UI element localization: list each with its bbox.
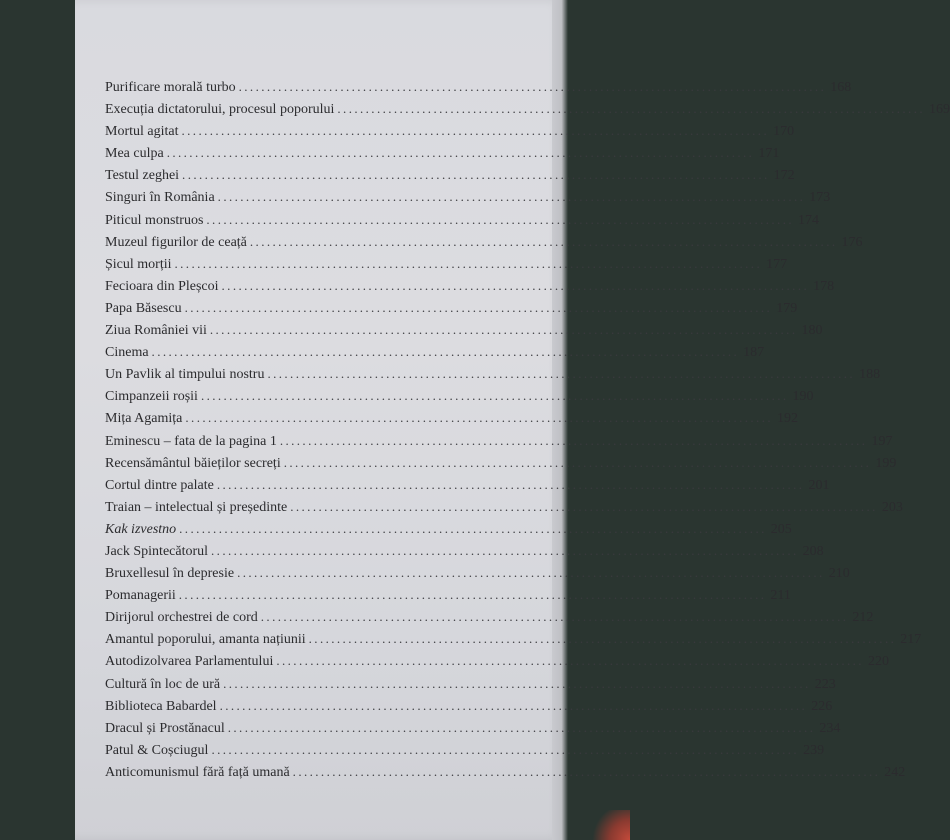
toc-entry-page: 203 [881, 499, 903, 515]
toc-entry-title: Eminescu – fata de la pagina 1 [105, 433, 277, 449]
toc-entry-page: 217 [900, 632, 922, 648]
toc-entry-page: 199 [875, 455, 897, 471]
toc-entry-title: Amantul poporului, amanta națiunii [105, 632, 306, 648]
toc-entry [105, 719, 841, 742]
toc-dot-leader: ........................................................................................................ [216, 476, 805, 492]
toc-entry-title: Bruxellesul în depresie [105, 566, 235, 582]
toc-dot-leader: ........................................................................................................ [227, 719, 816, 735]
toc-dot-leader: ........................................................................................................ [174, 255, 763, 271]
toc-entry-title: Fecioara din Pleșcoi [105, 278, 219, 294]
toc-entry-page: 239 [803, 742, 825, 758]
toc-dot-leader: ........................................................................................................ [283, 454, 872, 470]
toc-entry-page: 226 [811, 698, 833, 714]
toc-dot-leader: ........................................................................................................ [217, 189, 806, 205]
toc-dot-leader: ........................................................................................................ [260, 609, 849, 625]
toc-entry [105, 344, 765, 366]
toc-dot-leader: ........................................................................................................ [181, 123, 770, 139]
toc-dot-leader: ........................................................................................................ [211, 741, 800, 757]
toc-dot-leader: ........................................................................................................ [279, 432, 868, 448]
toc-entry-page: 180 [801, 323, 823, 339]
toc-entry [105, 476, 830, 499]
toc-entry-page: 177 [766, 256, 788, 272]
toc-entry-page: 172 [773, 168, 795, 184]
toc-dot-leader: ........................................................................................................ [151, 344, 740, 360]
toc-entry [105, 741, 825, 764]
toc-dot-leader: ........................................................................................................ [223, 675, 811, 691]
toc-dot-leader: ........................................................................................................ [337, 101, 925, 117]
toc-entry-title: Execuția dictatorului, procesul poporului [105, 102, 335, 118]
toc-entry-title: Cortul dintre palate [105, 477, 214, 493]
toc-entry-title: Testul zeghei [105, 168, 180, 184]
toc-entry-title: Biblioteca Babardel [105, 698, 217, 714]
toc-dot-leader: ........................................................................................................ [276, 653, 864, 669]
toc-entry-title: Papa Băsescu [105, 300, 182, 316]
toc-dot-leader: ........................................................................................................ [184, 299, 773, 315]
toc-entry-page: 173 [809, 190, 831, 206]
toc-entry [105, 366, 881, 388]
toc-entry-page: 211 [770, 588, 791, 604]
toc-entry-title: Cimpanzeii roșii [105, 389, 198, 405]
toc-entry [105, 454, 897, 477]
toc-entry [105, 189, 831, 211]
toc-entry-title: Cinema [105, 345, 149, 361]
toc-entry-title: Mea culpa [105, 146, 164, 162]
toc-dot-leader: ........................................................................................................ [211, 542, 799, 558]
table-of-contents [105, 79, 950, 786]
toc-entry-title: Ziua României vii [105, 323, 207, 339]
toc-entry-page: 174 [798, 212, 820, 228]
toc-entry [105, 609, 874, 631]
toc-entry [105, 520, 792, 543]
toc-entry [105, 299, 798, 322]
toc-entry-page: 179 [776, 300, 798, 316]
toc-entry-page: 188 [859, 367, 881, 383]
toc-dot-leader: ........................................................................................................ [237, 565, 825, 581]
toc-entry-page: 187 [743, 345, 765, 361]
toc-entry [105, 565, 850, 587]
toc-entry-title: Mița Agamița [105, 411, 183, 427]
toc-entry-title: Șicul morții [105, 256, 172, 272]
toc-entry [105, 145, 780, 167]
toc-entry-title: Recensământul băieților secreți [105, 455, 281, 471]
toc-entry [105, 211, 820, 234]
toc-entry-page: 212 [852, 610, 874, 626]
toc-entry-title: Un Pavlik al timpului nostru [105, 367, 265, 383]
toc-entry [105, 542, 824, 565]
toc-entry-title: Piticul monstruos [105, 212, 204, 228]
toc-entry [105, 432, 893, 455]
toc-entry-page: 197 [871, 433, 893, 449]
toc-entry-title: Jack Spintecătorul [105, 543, 209, 559]
toc-entry-page: 208 [802, 543, 824, 559]
toc-entry [105, 322, 823, 344]
toc-entry-page: 170 [773, 124, 795, 140]
toc-dot-leader: ........................................................................................................ [267, 366, 856, 382]
toc-dot-leader: ........................................................................................................ [308, 631, 897, 647]
toc-entry [105, 697, 833, 720]
toc-entry-page: 210 [828, 566, 850, 582]
toc-entry-title: Anticomunismul fără față umană [105, 764, 290, 780]
toc-entry-title: Dracul și Prostănacul [105, 720, 225, 736]
toc-entry [105, 79, 852, 101]
toc-entry [105, 498, 903, 521]
corner-object [590, 810, 630, 840]
toc-dot-leader: ........................................................................................................ [200, 388, 789, 404]
toc-dot-leader: ........................................................................................................ [166, 145, 755, 161]
toc-entry-title: Singuri în România [105, 190, 215, 206]
toc-entry-title: Muzeul figurilor de ceață [105, 234, 247, 250]
toc-dot-leader: ........................................................................................................ [179, 520, 767, 536]
toc-entry-title: Kak izvestno [105, 521, 177, 537]
toc-dot-leader: ........................................................................................................ [219, 697, 808, 713]
toc-entry-page: 171 [758, 146, 780, 162]
toc-entry-page: 190 [792, 389, 814, 405]
toc-entry [105, 410, 798, 432]
toc-entry [105, 653, 889, 675]
toc-entry [105, 763, 906, 786]
toc-entry-page: 205 [770, 521, 792, 537]
toc-entry-title: Cultură în loc de ură [105, 676, 221, 692]
toc-entry [105, 255, 788, 278]
toc-entry-title: Traian – intelectual și președinte [105, 499, 288, 515]
toc-entry-title: Mortul agitat [105, 124, 179, 140]
toc-dot-leader: ........................................................................................................ [292, 763, 881, 779]
toc-entry [105, 123, 795, 145]
toc-entry-page: 178 [813, 278, 835, 294]
toc-dot-leader: ........................................................................................................ [206, 211, 795, 227]
toc-entry-page: 220 [867, 654, 889, 670]
toc-entry-title: Purificare morală turbo [105, 80, 236, 95]
toc-entry [105, 101, 950, 123]
toc-entry [105, 587, 791, 609]
toc-entry-page: 176 [841, 234, 863, 250]
toc-dot-leader: ........................................................................................................ [290, 498, 878, 514]
toc-dot-leader: ........................................................................................................ [238, 79, 827, 94]
toc-entry-page: 223 [814, 676, 836, 692]
toc-entry [105, 277, 835, 300]
toc-entry [105, 233, 863, 256]
toc-entry-page: 201 [808, 477, 830, 493]
toc-dot-leader: ........................................................................................................ [209, 322, 798, 338]
toc-entry-page: 242 [884, 764, 906, 780]
toc-entry-page: 169 [929, 102, 950, 118]
toc-entry [105, 631, 922, 653]
toc-entry-page: 168 [830, 80, 852, 95]
toc-entry-title: Dirijorul orchestrei de cord [105, 610, 258, 626]
toc-dot-leader: ........................................................................................................ [221, 277, 810, 293]
toc-entry-page: 192 [777, 411, 798, 427]
toc-dot-leader: ........................................................................................................ [178, 587, 767, 603]
toc-entry-title: Patul & Coșciugul [105, 742, 209, 758]
toc-entry [105, 675, 836, 698]
toc-entry [105, 167, 795, 189]
toc-dot-leader: ........................................................................................................ [182, 167, 770, 183]
toc-entry [105, 388, 814, 410]
toc-dot-leader: ........................................................................................................ [249, 233, 838, 249]
toc-entry-title: Pomanagerii [105, 588, 176, 604]
toc-dot-leader: ........................................................................................................ [185, 410, 773, 426]
toc-entry-page: 234 [819, 720, 841, 736]
toc-entry-title: Autodizolvarea Parlamentului [105, 654, 274, 670]
